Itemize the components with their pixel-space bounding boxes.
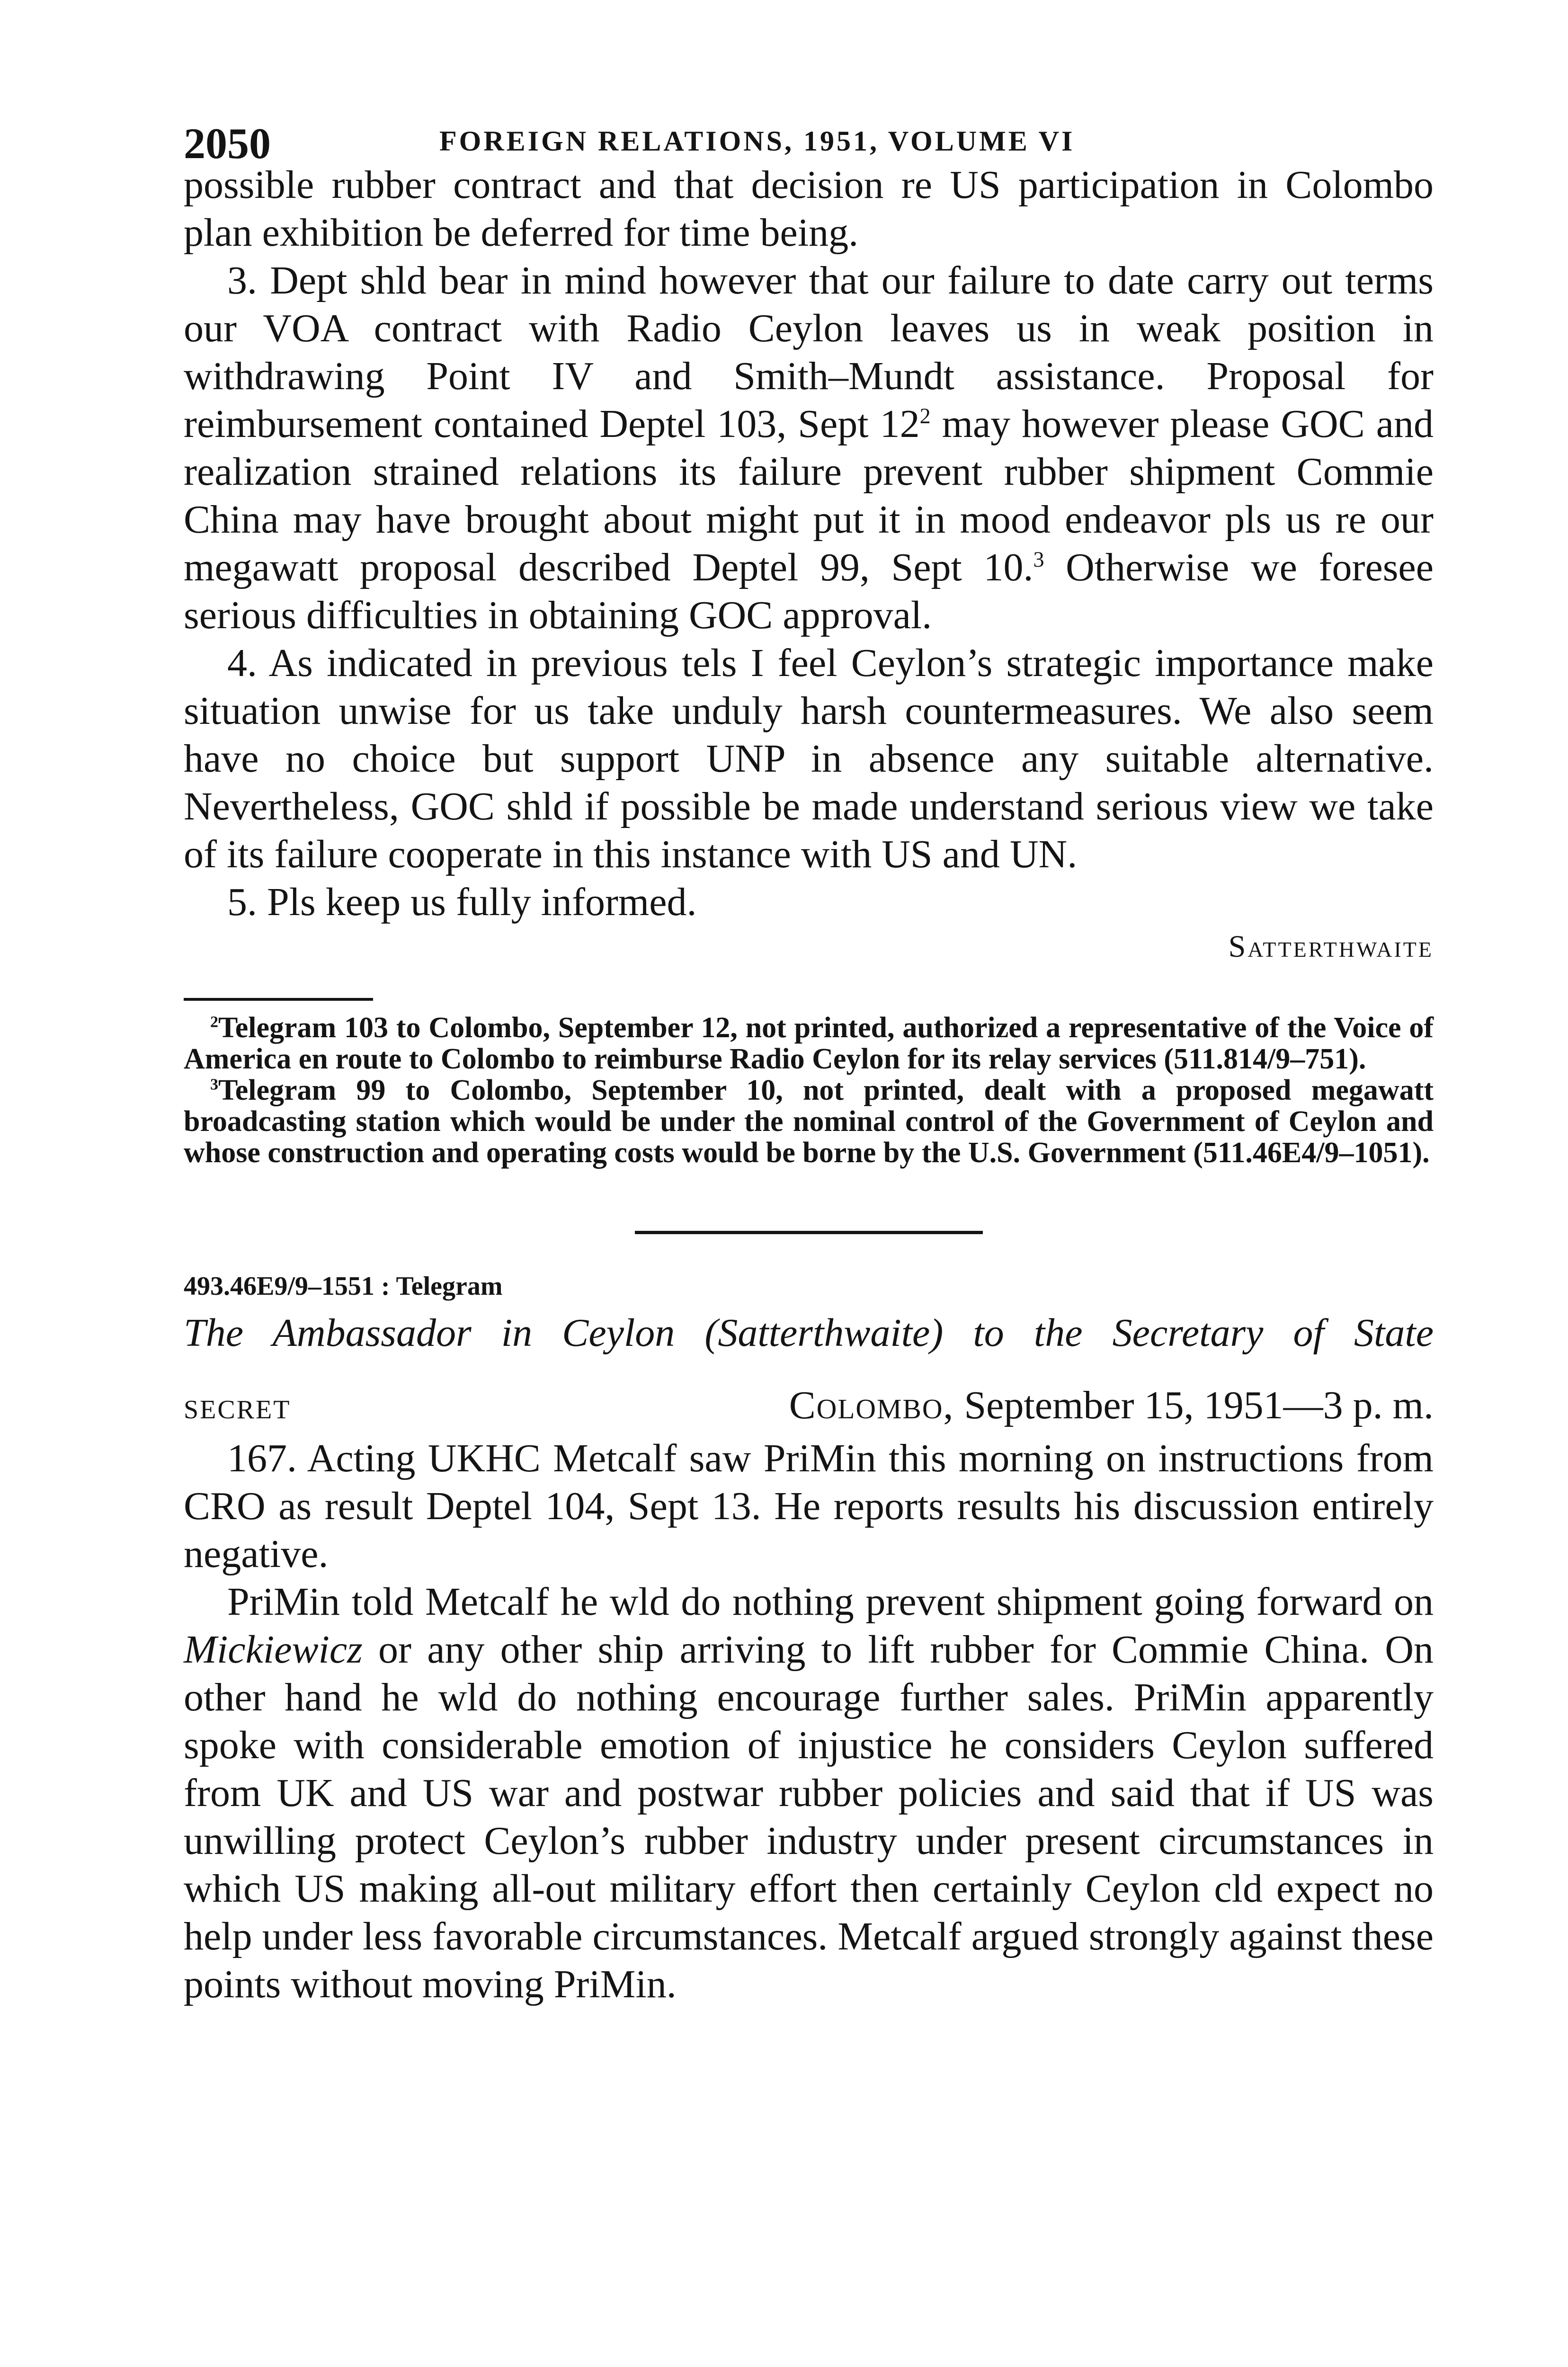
doc2-body: [184, 1434, 1434, 2008]
ship-name: Mickiewicz: [184, 1628, 363, 1672]
doc1-paragraph-3: 4. As indicated in previous tels I feel Ceylon’s strategic importance make situation unwise for us take unduly harsh countermeasures. We also seem have no choice but support UNP in absence any suitable alternative. Nevertheless, GOC shld if possible be made understand serious view we take of its failure cooperate in this instance with US and UN.: [184, 641, 1434, 876]
running-title: FOREIGN RELATIONS, 1951, VOLUME VI: [439, 125, 1075, 157]
footnote-3-text: Telegram 99 to Colombo, September 10, not printed, dealt with a proposed megawatt broadcasting station which would be under the nominal control of the Government of Ceylon and whose construction and operating costs would be borne by the U.S. Government (511.46E4/9–1051).: [184, 1074, 1434, 1169]
page: [184, 109, 1434, 2008]
doc2-paragraph-2-text-a: PriMin told Metcalf he wld do nothing prevent shipment going forward on: [227, 1580, 1434, 1624]
doc1-paragraph-1: possible rubber contract and that decision re US participation in Colombo plan exhibition be deferred for time being.: [184, 163, 1434, 255]
footnote-ref-2: 2: [919, 404, 931, 428]
document-title: The Ambassador in Ceylon (Satterthwaite) to the Secretary of State: [184, 1311, 1434, 1355]
doc1-paragraph-2: [184, 257, 1434, 639]
file-reference: 493.46E9/9–1551 : Telegram: [184, 1272, 503, 1301]
place-date: [789, 1382, 1434, 1428]
running-head: [184, 109, 1434, 168]
footnote-rule: [184, 998, 373, 1001]
footnote-3: [184, 1075, 1434, 1168]
doc2-paragraph-2: [184, 1578, 1434, 2008]
footnote-3-marker: 3: [210, 1076, 219, 1094]
classification: SECRET: [184, 1395, 291, 1424]
place: Colombo,: [789, 1383, 954, 1427]
doc2-paragraph-1: 167. Acting UKHC Metcalf saw PriMin this morning on instructions from CRO as result Deptel 104, Sept 13. He reports results his discussion entirely negative.: [184, 1436, 1434, 1576]
footnotes: [184, 1012, 1434, 1168]
footnote-2-text: Telegram 103 to Colombo, September 12, not printed, authorized a representative of the Voice of America en route to Colombo to reimburse Radio Ceylon for its relay services (511.814/9–751).: [184, 1012, 1434, 1075]
doc1-body: [184, 161, 1434, 926]
doc1-paragraph-4: 5. Pls keep us fully informed.: [227, 880, 697, 924]
section-divider: [635, 1231, 983, 1234]
footnote-2: [184, 1012, 1434, 1075]
footnote-2-marker: 2: [210, 1013, 219, 1031]
doc1-paragraph-2-text-b: may however please GOC and realization strained relations its failure prevent rubber shipment Commie China may have brought about might put it in mood endeavor pls us re our megawatt proposal described Deptel 99, Sept 10.: [184, 402, 1434, 589]
doc1-paragraph-2-text-a: 3. Dept shld bear in mind however that our failure to date carry out terms our VOA contract with Radio Ceylon leaves us in weak position in withdrawing Point IV and Smith–Mundt assistance. Proposal for reimbursement contained Deptel 103, Sept 12: [184, 258, 1434, 446]
doc2-paragraph-2-text-b: or any other ship arriving to lift rubber for Commie China. On other hand he wld do nothing encourage further sales. PriMin apparently spoke with considerable emotion of injustice he considers Ceylon suffered from UK and US war and postwar rubber policies and said that if US was unwilling protect Ceylon’s rubber industry under present circumstances in which US making all-out military effort then certainly Ceylon cld expect no help under less favorable circumstances. Metcalf argued strongly against these points without moving PriMin.: [184, 1628, 1434, 2006]
footnote-ref-3: 3: [1033, 547, 1044, 571]
date: September 15, 1951—3 p. m.: [964, 1383, 1434, 1427]
doc1-paragraph-2-text-c: Otherwise we foresee serious difficulties in obtaining GOC approval.: [184, 545, 1434, 637]
dateline: [184, 1382, 1434, 1430]
signature: Satterthwaite: [1228, 929, 1434, 964]
page-number: 2050: [184, 119, 271, 168]
